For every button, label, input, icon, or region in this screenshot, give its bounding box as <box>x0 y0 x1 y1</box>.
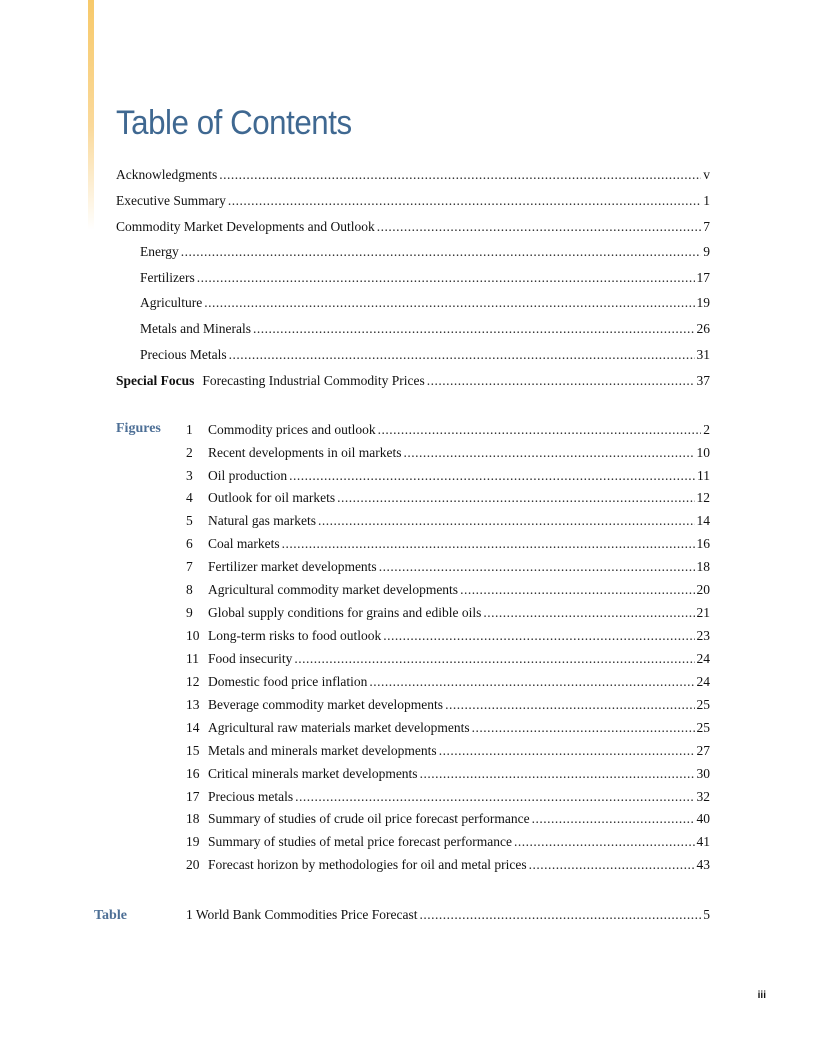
figure-label: Precious metals <box>208 789 294 804</box>
accent-bar <box>88 0 94 230</box>
figure-page: 12 <box>696 490 710 505</box>
figure-label: Oil production <box>208 468 288 483</box>
figure-label: Food insecurity <box>208 651 293 666</box>
figure-number: 13 <box>186 697 200 712</box>
figure-page: 40 <box>696 811 710 826</box>
figures-heading: Figures <box>116 421 161 436</box>
figure-page: 10 <box>696 445 710 460</box>
figure-label: Metals and minerals market developments <box>208 743 437 758</box>
figure-label: Long-term risks to food outlook <box>208 628 382 643</box>
table-heading: Table <box>94 908 127 923</box>
figure-page: 25 <box>696 697 710 712</box>
figure-page: 21 <box>696 605 710 620</box>
figure-page: 23 <box>696 628 710 643</box>
toc-entry-page: 37 <box>696 373 710 388</box>
toc-entry-label: Precious Metals <box>140 347 227 362</box>
figure-number: 9 <box>186 605 193 620</box>
figure-label: Agricultural raw materials market developments <box>208 720 470 735</box>
figure-entry[interactable] <box>186 467 710 485</box>
toc-entry-label: Executive Summary <box>116 193 226 208</box>
toc-entry-agriculture[interactable] <box>140 294 710 312</box>
toc-entry-acknowledgments[interactable] <box>116 166 710 184</box>
toc-entry-page: 9 <box>703 244 710 259</box>
toc-entry-executive-summary[interactable] <box>116 192 710 210</box>
figure-number: 19 <box>186 834 200 849</box>
toc-entry-page: 1 <box>703 193 710 208</box>
figure-number: 2 <box>186 445 193 460</box>
toc-entry-label: Acknowledgments <box>116 167 218 182</box>
toc-entry-page: v <box>703 167 710 182</box>
toc-entry-page: 19 <box>696 295 710 310</box>
toc-entry-market-developments[interactable] <box>116 218 710 236</box>
page-title: Table of Contents <box>116 104 352 142</box>
toc-entry-label: Agriculture <box>140 295 203 310</box>
toc-entry-page: 7 <box>703 219 710 234</box>
figure-number: 10 <box>186 628 200 643</box>
figure-page: 18 <box>696 559 710 574</box>
figure-page: 41 <box>696 834 710 849</box>
figure-entry[interactable] <box>186 512 710 530</box>
figure-label: Natural gas markets <box>208 513 316 528</box>
figure-number: 8 <box>186 582 193 597</box>
figure-entry[interactable] <box>186 742 710 760</box>
figure-label: Summary of studies of metal price forecast performance <box>208 834 513 849</box>
figure-number: 6 <box>186 536 193 551</box>
figure-page: 11 <box>697 468 710 483</box>
figure-number: 1 <box>186 422 193 437</box>
figure-label: Forecast horizon by methodologies for oil and metal prices <box>208 857 527 872</box>
page-number: iii <box>757 990 766 1001</box>
toc-entry-page: 26 <box>696 321 710 336</box>
figure-page: 25 <box>696 720 710 735</box>
toc-entry-special-focus[interactable] <box>116 372 710 390</box>
figure-page: 14 <box>696 513 710 528</box>
figure-page: 24 <box>696 651 710 666</box>
table-page: 5 <box>703 907 710 922</box>
figure-label: Critical minerals market developments <box>208 766 418 781</box>
figure-entry[interactable] <box>186 833 710 851</box>
table-label: 1 World Bank Commodities Price Forecast <box>186 907 418 922</box>
figure-label: Recent developments in oil markets <box>208 445 402 460</box>
toc-entry-label: Metals and Minerals <box>140 321 251 336</box>
figure-entry[interactable] <box>186 673 710 691</box>
table-entry[interactable] <box>186 906 710 924</box>
figure-number: 11 <box>186 651 199 666</box>
figure-number: 15 <box>186 743 200 758</box>
toc-entry-fertilizers[interactable] <box>140 269 710 287</box>
figure-number: 7 <box>186 559 193 574</box>
figure-number: 3 <box>186 468 193 483</box>
figure-entry[interactable] <box>186 650 710 668</box>
figure-number: 20 <box>186 857 200 872</box>
figure-page: 27 <box>696 743 710 758</box>
toc-entry-label: Forecasting Industrial Commodity Prices <box>202 373 425 388</box>
figure-entry[interactable] <box>186 810 710 828</box>
figure-entry[interactable] <box>186 696 710 714</box>
figure-label: Beverage commodity market developments <box>208 697 444 712</box>
figure-entry[interactable] <box>186 604 710 622</box>
figure-label: Coal markets <box>208 536 280 551</box>
figure-entry[interactable] <box>186 489 710 507</box>
figure-entry[interactable] <box>186 421 710 439</box>
figure-entry[interactable] <box>186 856 710 874</box>
figure-label: Domestic food price inflation <box>208 674 368 689</box>
figure-number: 14 <box>186 720 200 735</box>
figure-entry[interactable] <box>186 558 710 576</box>
figure-label: Outlook for oil markets <box>208 490 336 505</box>
figure-entry[interactable] <box>186 581 710 599</box>
figure-page: 43 <box>696 857 710 872</box>
toc-entry-precious-metals[interactable] <box>140 346 710 364</box>
figure-page: 2 <box>703 422 710 437</box>
figure-page: 20 <box>696 582 710 597</box>
toc-entry-page: 17 <box>696 270 710 285</box>
figure-number: 18 <box>186 811 200 826</box>
toc-entry-label: Fertilizers <box>140 270 195 285</box>
figure-entry[interactable] <box>186 535 710 553</box>
toc-entry-metals-minerals[interactable] <box>140 320 710 338</box>
special-focus-prefix: Special Focus <box>116 373 195 388</box>
figure-label: Summary of studies of crude oil price forecast performance <box>208 811 530 826</box>
figure-label: Agricultural commodity market developments <box>208 582 459 597</box>
figure-page: 24 <box>696 674 710 689</box>
figure-label: Global supply conditions for grains and edible oils <box>208 605 482 620</box>
figure-entry[interactable] <box>186 788 710 806</box>
figure-page: 32 <box>696 789 710 804</box>
figure-number: 16 <box>186 766 200 781</box>
figure-entry[interactable] <box>186 627 710 645</box>
figure-number: 4 <box>186 490 193 505</box>
toc-entry-page: 31 <box>696 347 710 362</box>
figure-number: 5 <box>186 513 193 528</box>
figure-page: 16 <box>696 536 710 551</box>
figure-entry[interactable] <box>186 765 710 783</box>
toc-entry-label: Commodity Market Developments and Outlook <box>116 219 375 234</box>
figure-page: 30 <box>696 766 710 781</box>
toc-entry-energy[interactable] <box>140 243 710 261</box>
figure-entry[interactable] <box>186 719 710 737</box>
toc-entry-label: Energy <box>140 244 179 259</box>
figure-label: Fertilizer market developments <box>208 559 377 574</box>
figure-label: Commodity prices and outlook <box>208 422 376 437</box>
figure-entry[interactable] <box>186 444 710 462</box>
figure-number: 17 <box>186 789 200 804</box>
figure-number: 12 <box>186 674 200 689</box>
